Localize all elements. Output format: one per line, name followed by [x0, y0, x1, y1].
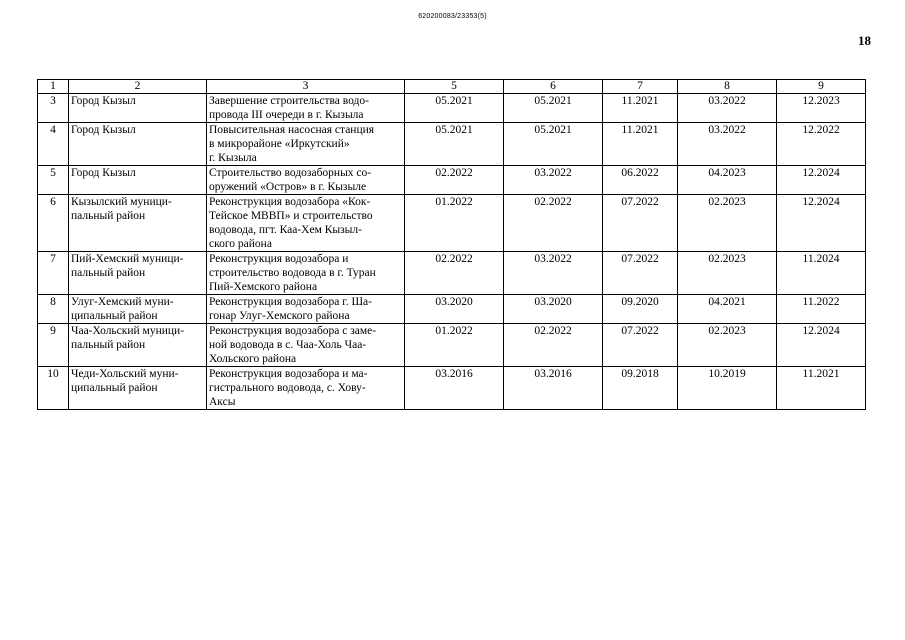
municipality-cell: [69, 195, 207, 252]
date-cell-d9: 11.2021: [777, 367, 866, 410]
municipality-line: Чеди-Хольский муни-: [71, 368, 179, 380]
municipality-line: пальный район: [71, 339, 146, 351]
date-cell-d7: 09.2020: [603, 295, 678, 324]
date-cell-d5: 05.2021: [405, 123, 504, 166]
date-cell-d8: 03.2022: [678, 123, 777, 166]
object-cell: [207, 166, 405, 195]
table-row: [38, 295, 866, 324]
date-cell-d9: 12.2024: [777, 324, 866, 367]
municipality-line: Город Кызыл: [71, 124, 136, 136]
date-cell-d5: 05.2021: [405, 94, 504, 123]
column-header: 3: [207, 80, 405, 94]
table-row: [38, 367, 866, 410]
table-row: [38, 94, 866, 123]
object-line: ной водовода в с. Чаа-Холь Чаа-: [209, 339, 367, 351]
object-line: Реконструкция водозабора «Кок-: [209, 196, 371, 208]
row-number: 8: [38, 295, 69, 324]
object-cell: [207, 195, 405, 252]
date-cell-d8: 04.2023: [678, 166, 777, 195]
municipality-cell: [69, 166, 207, 195]
municipality-line: Улуг-Хемский муни-: [71, 296, 174, 308]
date-cell-d9: 12.2024: [777, 195, 866, 252]
date-cell-d8: 02.2023: [678, 324, 777, 367]
municipality-cell: [69, 367, 207, 410]
date-cell-d6: 02.2022: [504, 195, 603, 252]
date-cell-d5: 02.2022: [405, 252, 504, 295]
object-cell: [207, 123, 405, 166]
object-line: Повысительная насосная станция: [209, 124, 375, 136]
municipality-cell: [69, 252, 207, 295]
object-line: Пий-Хемского района: [209, 281, 318, 293]
date-cell-d8: 10.2019: [678, 367, 777, 410]
column-header: 8: [678, 80, 777, 94]
date-cell-d5: 01.2022: [405, 195, 504, 252]
municipality-line: пальный район: [71, 267, 146, 279]
date-cell-d9: 11.2022: [777, 295, 866, 324]
table-row: [38, 252, 866, 295]
row-number: 6: [38, 195, 69, 252]
date-cell-d7: 09.2018: [603, 367, 678, 410]
table-row: [38, 166, 866, 195]
row-number: 3: [38, 94, 69, 123]
date-cell-d9: 12.2022: [777, 123, 866, 166]
municipality-cell: [69, 295, 207, 324]
object-line: оружений «Остров» в г. Кызыле: [209, 181, 367, 193]
date-cell-d6: 05.2021: [504, 94, 603, 123]
column-header: 5: [405, 80, 504, 94]
date-cell-d7: 06.2022: [603, 166, 678, 195]
object-cell: [207, 94, 405, 123]
table-row: [38, 123, 866, 166]
row-number: 10: [38, 367, 69, 410]
object-cell: [207, 295, 405, 324]
column-header: 7: [603, 80, 678, 94]
table-body: [38, 94, 866, 410]
municipality-line: Город Кызыл: [71, 167, 136, 179]
municipality-line: ципальный район: [71, 382, 158, 394]
date-cell-d6: 03.2022: [504, 252, 603, 295]
municipality-line: пальный район: [71, 210, 146, 222]
object-line: Тейское МВВП» и строительство: [209, 210, 373, 222]
column-header: 6: [504, 80, 603, 94]
object-line: строительство водовода в г. Туран: [209, 267, 376, 279]
object-line: Реконструкция водозабора г. Ша-: [209, 296, 372, 308]
object-line: гистрального водовода, с. Хову-: [209, 382, 366, 394]
date-cell-d9: 11.2024: [777, 252, 866, 295]
object-line: Аксы: [209, 396, 236, 408]
municipality-cell: [69, 123, 207, 166]
row-number: 4: [38, 123, 69, 166]
date-cell-d5: 03.2016: [405, 367, 504, 410]
date-cell-d5: 02.2022: [405, 166, 504, 195]
date-cell-d7: 11.2021: [603, 123, 678, 166]
column-header-row: [38, 80, 866, 94]
date-cell-d7: 07.2022: [603, 324, 678, 367]
object-line: Реконструкция водозабора и: [209, 253, 349, 265]
object-line: Хольского района: [209, 353, 297, 365]
column-header: 2: [69, 80, 207, 94]
object-line: г. Кызыла: [209, 152, 257, 164]
municipality-line: Город Кызыл: [71, 95, 136, 107]
object-line: Реконструкция водозабора и ма-: [209, 368, 368, 380]
object-cell: [207, 367, 405, 410]
date-cell-d9: 12.2024: [777, 166, 866, 195]
date-cell-d7: 07.2022: [603, 252, 678, 295]
column-header: 9: [777, 80, 866, 94]
municipality-line: Пий-Хемский муници-: [71, 253, 184, 265]
object-cell: [207, 252, 405, 295]
object-line: Завершение строительства водо-: [209, 95, 369, 107]
date-cell-d8: 02.2023: [678, 195, 777, 252]
object-line: ского района: [209, 238, 272, 250]
date-cell-d6: 03.2016: [504, 367, 603, 410]
municipality-line: Чаа-Хольский муници-: [71, 325, 185, 337]
row-number: 5: [38, 166, 69, 195]
date-cell-d6: 03.2022: [504, 166, 603, 195]
object-line: Строительство водозаборных со-: [209, 167, 372, 179]
table-row: [38, 324, 866, 367]
object-line: Реконструкция водозабора с заме-: [209, 325, 377, 337]
date-cell-d6: 03.2020: [504, 295, 603, 324]
municipality-cell: [69, 94, 207, 123]
date-cell-d7: 07.2022: [603, 195, 678, 252]
municipality-line: ципальный район: [71, 310, 158, 322]
object-line: гонар Улуг-Хемского района: [209, 310, 350, 322]
date-cell-d5: 03.2020: [405, 295, 504, 324]
date-cell-d7: 11.2021: [603, 94, 678, 123]
date-cell-d8: 02.2023: [678, 252, 777, 295]
object-cell: [207, 324, 405, 367]
table-row: [38, 195, 866, 252]
object-line: в микрорайоне «Иркутский»: [209, 138, 350, 150]
date-cell-d6: 05.2021: [504, 123, 603, 166]
date-cell-d8: 04.2021: [678, 295, 777, 324]
date-cell-d9: 12.2023: [777, 94, 866, 123]
object-line: провода III очереди в г. Кызыла: [209, 109, 364, 121]
municipality-cell: [69, 324, 207, 367]
municipality-line: Кызылский муници-: [71, 196, 172, 208]
date-cell-d8: 03.2022: [678, 94, 777, 123]
column-header: 1: [38, 80, 69, 94]
object-line: водовода, пгт. Каа-Хем Кызыл-: [209, 224, 362, 236]
schedule-table: [37, 79, 866, 410]
page-number: 18: [858, 33, 871, 48]
row-number: 9: [38, 324, 69, 367]
row-number: 7: [38, 252, 69, 295]
date-cell-d6: 02.2022: [504, 324, 603, 367]
document-code: 620200083/23353(5): [418, 13, 487, 20]
date-cell-d5: 01.2022: [405, 324, 504, 367]
